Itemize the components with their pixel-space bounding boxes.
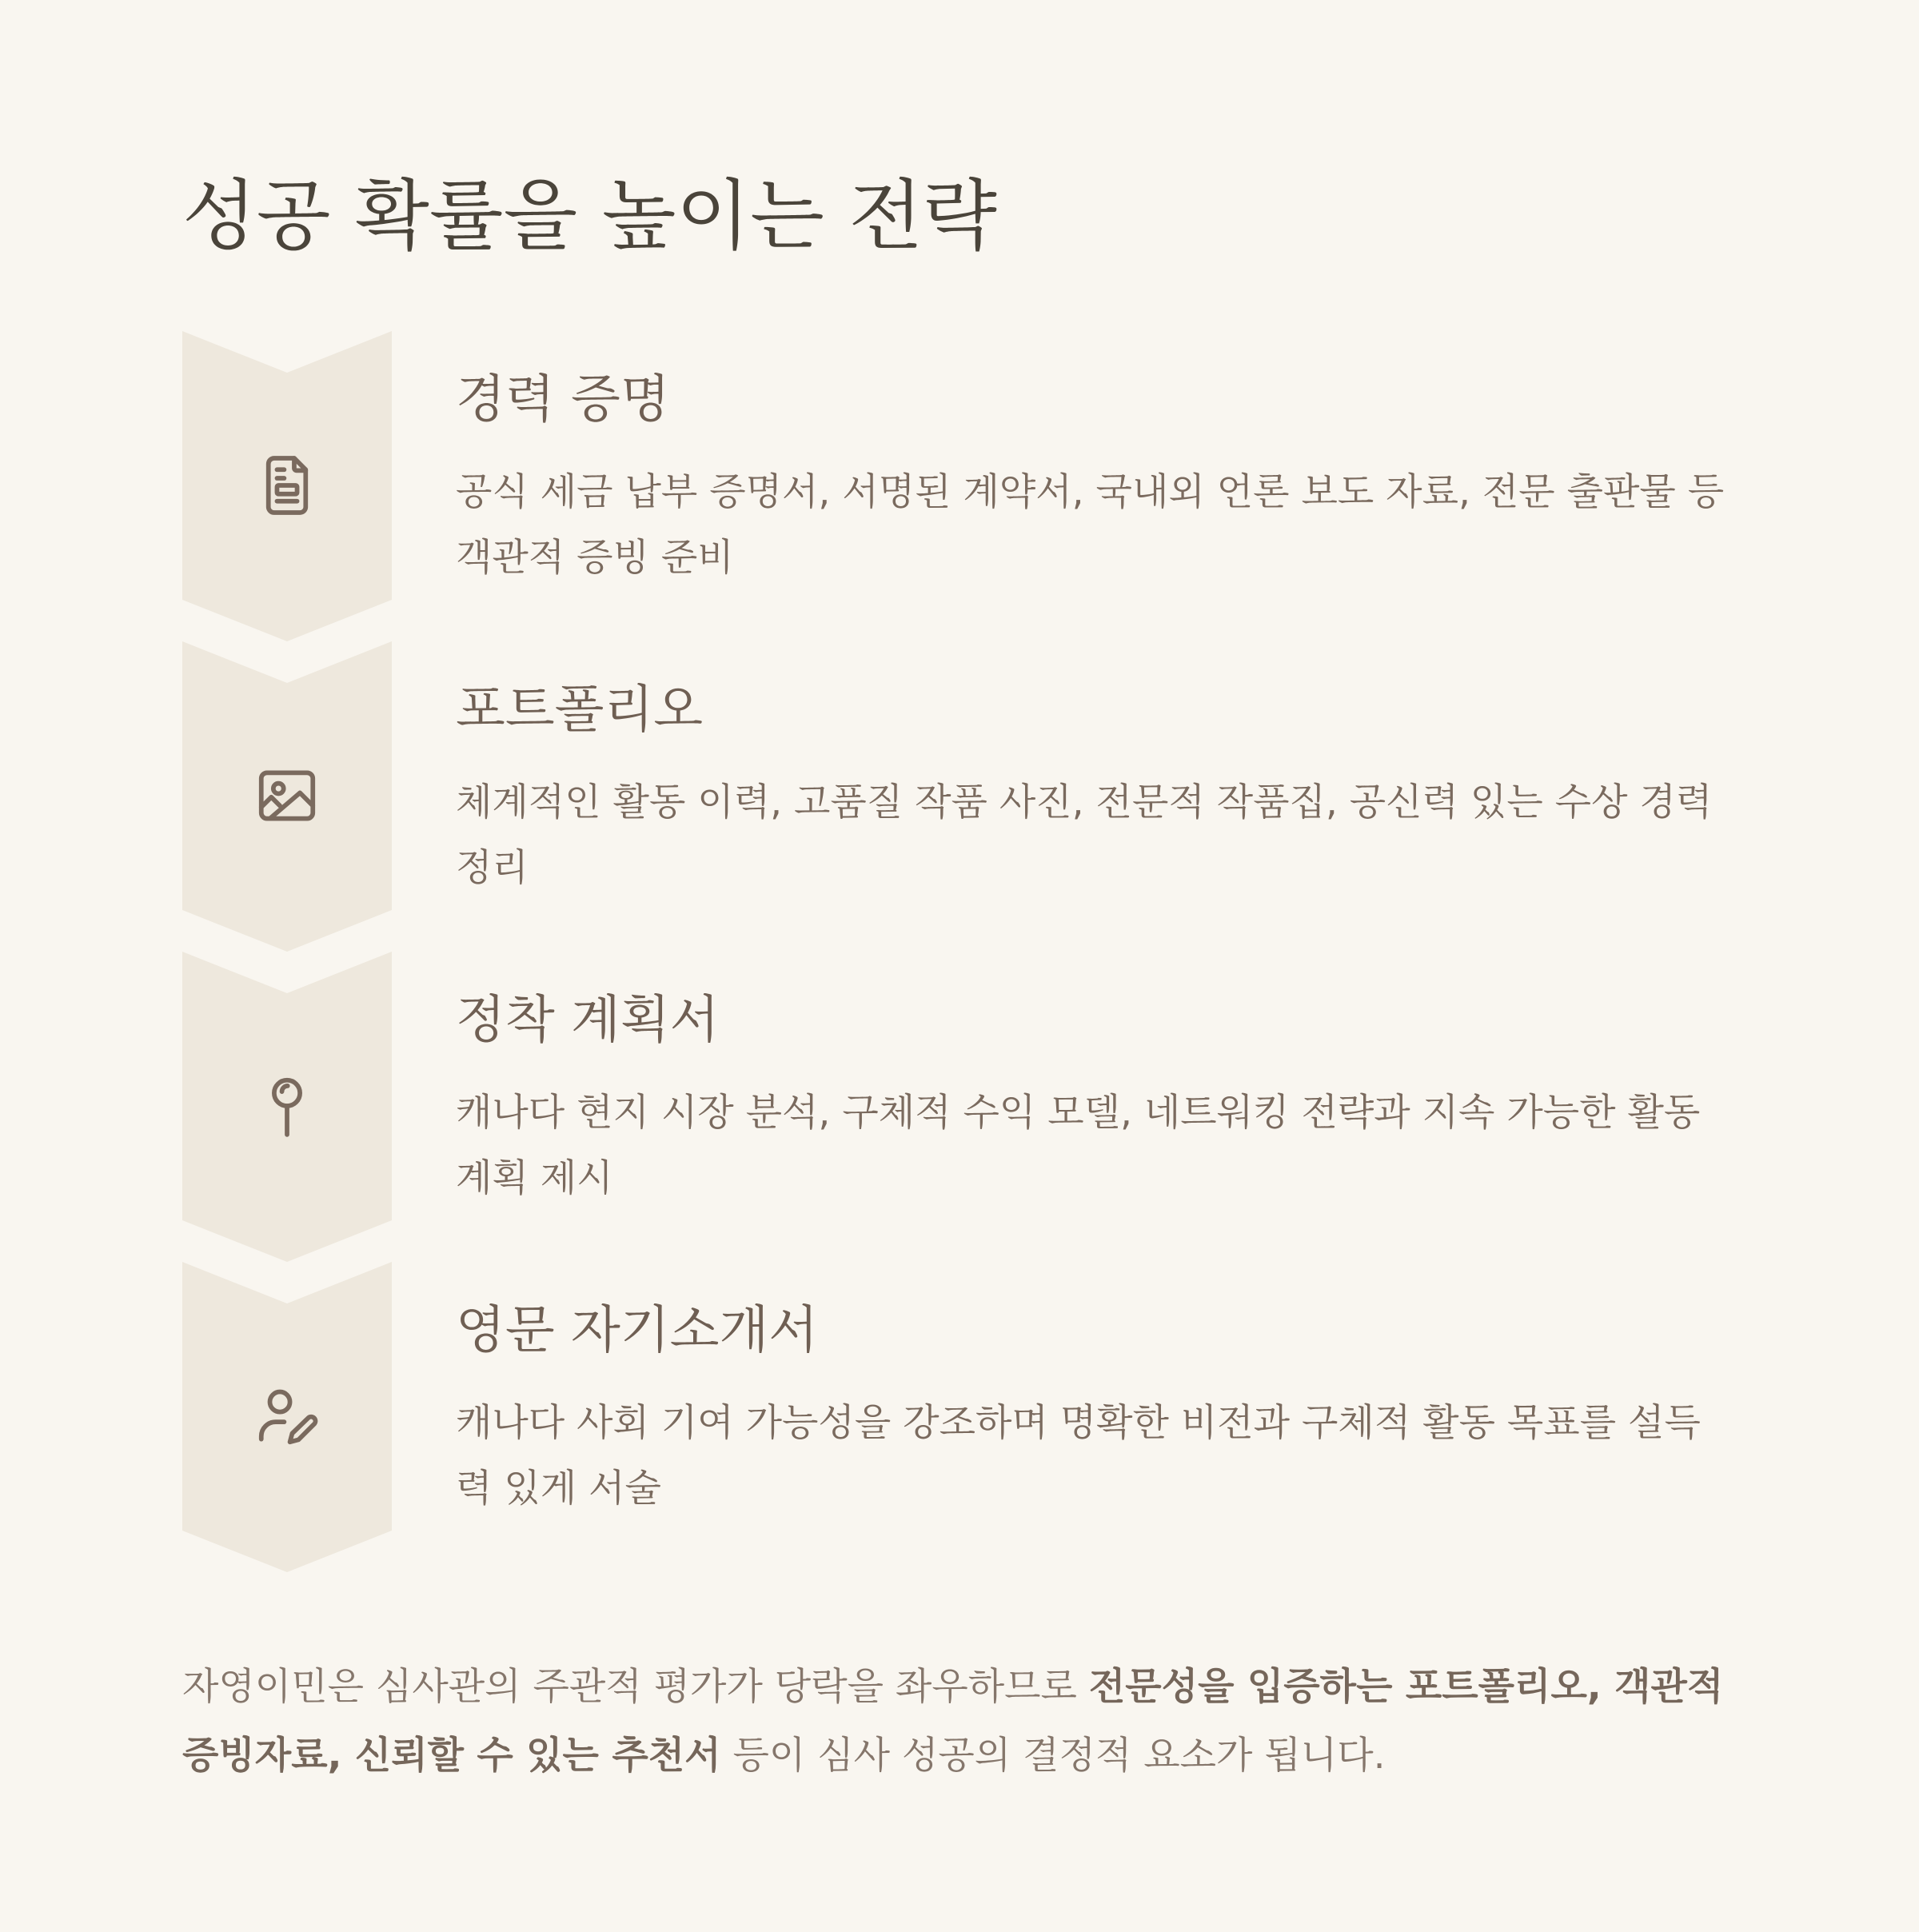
step-description-1: 공식 세금 납부 증명서, 서명된 계약서, 국내외 언론 보도 자료, 전문 출판물 등 객관적 증빙 준비 bbox=[456, 470, 1725, 580]
step-description-3: 캐나다 현지 시장 분석, 구체적 수익 모델, 네트워킹 전략과 지속 가능한 활동 계획 제시 bbox=[456, 1091, 1701, 1200]
step-description-4: 캐나다 사회 기여 가능성을 강조하며 명확한 비전과 구체적 활동 목표를 설득력 있게 서술 bbox=[456, 1401, 1701, 1511]
page-title: 성공 확률을 높이는 전략 bbox=[182, 171, 997, 261]
document-icon bbox=[253, 451, 321, 520]
user-edit-icon bbox=[253, 1382, 321, 1451]
summary-paragraph bbox=[182, 1653, 1741, 1790]
image-icon bbox=[253, 761, 321, 830]
summary-text-lead: 자영이민은 심사관의 주관적 평가가 당락을 좌우하므로 bbox=[182, 1665, 1089, 1709]
summary-highlight: 전문성을 입증하는 포트폴리오, 객관적 증빙자료, 신뢰할 수 있는 추천서 bbox=[182, 1665, 1724, 1778]
step-title-4: 영문 자기소개서 bbox=[456, 1301, 819, 1360]
summary-text-tail: 등이 심사 성공의 결정적 요소가 됩니다. bbox=[720, 1734, 1386, 1778]
step-description-2: 체계적인 활동 이력, 고품질 작품 사진, 전문적 작품집, 공신력 있는 수상 경력 정리 bbox=[456, 780, 1713, 890]
step-title-1: 경력 증명 bbox=[456, 370, 670, 429]
step-title-2: 포트폴리오 bbox=[456, 681, 704, 740]
map-pin-icon bbox=[253, 1072, 321, 1140]
step-title-3: 정착 계획서 bbox=[456, 991, 720, 1050]
